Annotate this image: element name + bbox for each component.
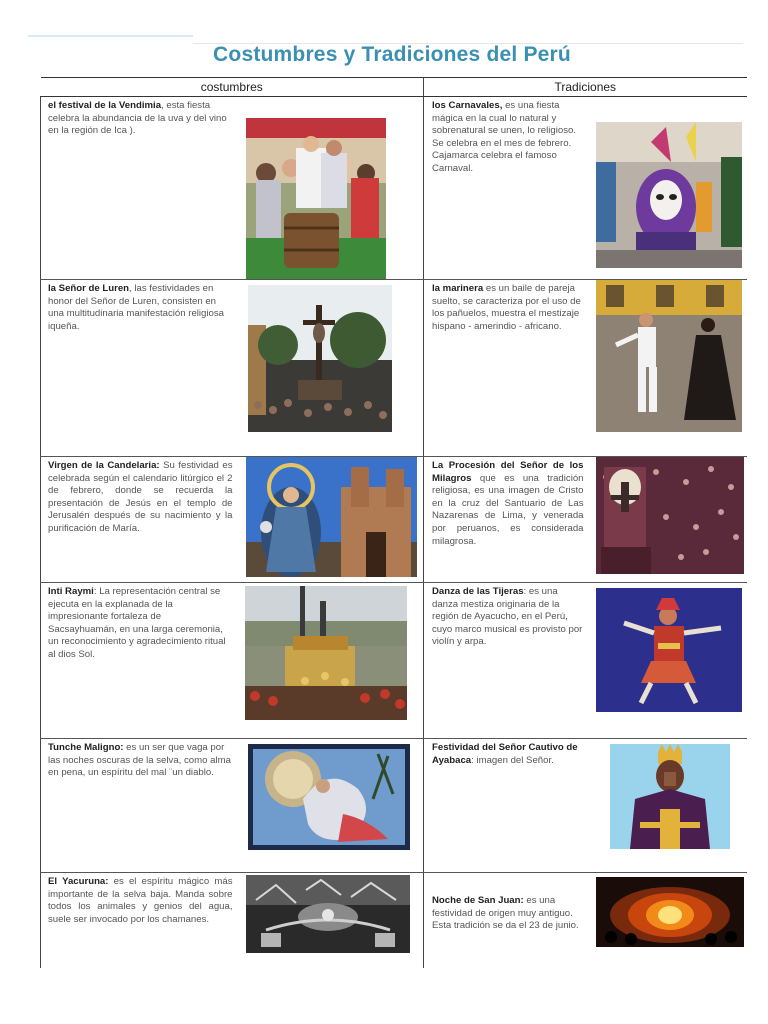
tradicion-text: : imagen del Señor. xyxy=(471,754,554,766)
tradicion-cell xyxy=(424,873,590,968)
tradicion-cell xyxy=(424,280,590,457)
tradicion-text: es una festividad de origen muy antiguo. Esta tradición se da el 23 de junio. xyxy=(432,895,579,932)
image-cell xyxy=(590,583,747,739)
tradicion-cell xyxy=(424,457,590,583)
costumbre-cell xyxy=(41,739,239,873)
tradicion-text: : es una danza mestiza originaria de la región de Ayacucho, en el Perú, cuyo marco musical es provisto por violín y arpa. xyxy=(432,586,583,648)
image-cell xyxy=(590,97,747,280)
table-row xyxy=(41,873,747,968)
table-row xyxy=(41,97,747,280)
costumbre-name: Tunche Maligno: xyxy=(48,742,124,753)
table-row xyxy=(41,583,747,739)
tradicion-name: los Carnavales, xyxy=(432,100,503,111)
tradicion-cell xyxy=(424,739,590,873)
tunche-maligno-illustration xyxy=(248,744,410,850)
image-cell xyxy=(590,457,747,583)
senor-de-luren-photo xyxy=(248,285,392,432)
costumbre-text: Su festividad es celebrada según el calendario litúrgico el 2 de febrero, donde se recuerda la presentación de Jesús en el templo de Jerusalén después de su nacimiento y la purificación de María. xyxy=(48,460,233,534)
image-cell xyxy=(590,280,747,457)
tradicion-text: es una fiesta mágica en la cual lo natural y sobrenatural se unen, lo religioso. Se celebra en el mes de febrero. Cajamarca celebra el famoso Carnaval. xyxy=(432,100,576,174)
tradicion-name: La Procesión del Señor de los Milagros xyxy=(432,460,584,484)
costumbre-cell xyxy=(41,97,239,280)
image-cell xyxy=(239,583,424,739)
inti-raymi-photo xyxy=(245,586,407,720)
candelaria-photo xyxy=(246,457,417,577)
costumbre-cell xyxy=(41,280,239,457)
yacuruna-illustration xyxy=(246,875,410,953)
costumbre-cell xyxy=(41,583,239,739)
costumbre-cell xyxy=(41,873,239,968)
header-costumbres: costumbres xyxy=(41,78,424,97)
carnaval-photo xyxy=(596,122,742,268)
vendimia-photo xyxy=(246,118,386,279)
tradicion-text: es un baile de pareja suelto, se caracteriza por el uso de los pañuelos, muestra el mestizaje hispano - amerindio - africano. xyxy=(432,283,581,332)
senor-de-los-milagros-photo xyxy=(596,457,744,574)
costumbre-text: es el espíritu mágico más importante de la selva baja. Manda sobre todos los animales y genios del agua, suele ser invocado por los chamanes. xyxy=(48,876,233,925)
marinera-photo xyxy=(596,280,742,432)
image-cell xyxy=(239,739,424,873)
header-tradiciones: Tradiciones xyxy=(424,78,747,97)
image-cell xyxy=(239,457,424,583)
page-title: Costumbres y Tradiciones del Perú xyxy=(213,43,571,66)
costumbre-cell xyxy=(41,457,239,583)
tradicion-name: Festividad del Señor Cautivo de Ayabaca xyxy=(432,742,578,766)
table-row xyxy=(41,280,747,457)
costumbre-name: la Señor de Luren xyxy=(48,283,130,294)
senor-cautivo-photo xyxy=(610,744,730,849)
danza-de-las-tijeras-photo xyxy=(596,588,742,712)
costumbre-text: , esta fiesta celebra la abundancia de la uva y del vino en la región de Ica ). xyxy=(48,100,227,137)
costumbre-name: Inti Raymi xyxy=(48,586,94,597)
tradicion-cell xyxy=(424,97,590,280)
tradicion-cell xyxy=(424,583,590,739)
image-cell xyxy=(239,97,424,280)
costumbre-name: el festival de la Vendimia xyxy=(48,100,162,111)
costumbre-text: , las festividades en honor del Señor de Luren, consisten en una multitudinaria manifestación religiosa iqueña. xyxy=(48,283,224,332)
image-cell xyxy=(590,873,747,968)
costumbre-text: : La representación central se ejecuta en la explanada de la impresionante fortaleza de Sacsayhuamán, en una larga ceremonia, un reconocimiento y agradecimiento ritual al dios Sol. xyxy=(48,586,226,660)
tradicion-text: que es una tradición religiosa, es una imagen de Cristo en la cruz del Santuario de Las Nazarenas de Lima, y venerada por peruanos, es considerada milagrosa. xyxy=(432,472,584,547)
table-row xyxy=(41,457,747,583)
image-cell xyxy=(590,739,747,873)
costumbre-name: El Yacuruna: xyxy=(48,876,109,887)
tradicion-name: Noche de San Juan: xyxy=(432,895,524,906)
top-rule xyxy=(28,35,193,37)
costumbre-text: es un ser que vaga por las noches oscuras de la selva, como alma en pena, un espíritu del mal ¨un diablo. xyxy=(48,742,231,779)
costumbre-name: Virgen de la Candelaria: xyxy=(48,460,160,471)
image-cell xyxy=(239,873,424,968)
noche-de-san-juan-photo xyxy=(596,877,744,947)
tradicion-name: Danza de las Tijeras xyxy=(432,586,524,597)
traditions-table xyxy=(40,77,747,968)
tradicion-name: la marinera xyxy=(432,283,484,294)
table-row xyxy=(41,739,747,873)
image-cell xyxy=(239,280,424,457)
